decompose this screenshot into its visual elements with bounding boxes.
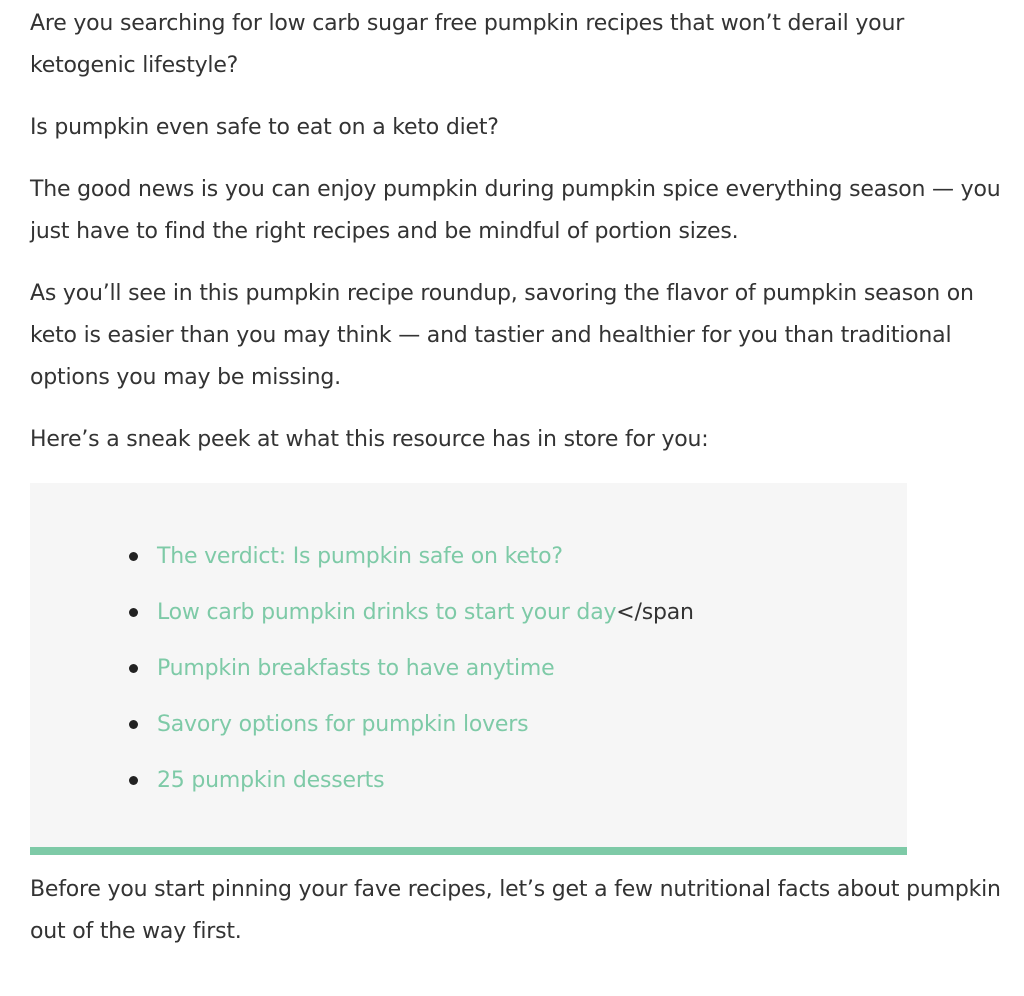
closing-paragraph: Before you start pinning your fave recipes, let’s get a few nutritional facts about pumpkin out of the way first.	[30, 877, 1001, 944]
sneak-peek-paragraph: Here’s a sneak peek at what this resource has in store for you:	[30, 427, 709, 452]
bullet-icon	[129, 552, 138, 561]
toc-item-drinks	[128, 592, 907, 648]
toc-item-breakfasts	[128, 648, 907, 704]
toc-link-drinks[interactable]: Low carb pumpkin drinks to start your day	[157, 600, 617, 625]
bullet-icon	[129, 608, 138, 617]
stray-markup-text: </span	[616, 600, 694, 625]
toc-link-breakfasts[interactable]: Pumpkin breakfasts to have anytime	[157, 656, 555, 681]
bullet-icon	[129, 664, 138, 673]
bullet-icon	[129, 776, 138, 785]
intro-paragraph: Are you searching for low carb sugar free pumpkin recipes that won’t derail your ketogenic lifestyle?	[30, 11, 905, 78]
roundup-paragraph: As you’ll see in this pumpkin recipe roundup, savoring the flavor of pumpkin season on keto is easier than you may think — and tastier and healthier for you than traditional options you may be missing.	[30, 281, 974, 390]
question-paragraph: Is pumpkin even safe to eat on a keto diet?	[30, 115, 499, 140]
toc-item-desserts	[128, 760, 907, 816]
article-body	[30, 0, 1015, 953]
toc-item-savory	[128, 704, 907, 760]
toc-link-desserts[interactable]: 25 pumpkin desserts	[157, 768, 385, 793]
toc-link-savory[interactable]: Savory options for pumpkin lovers	[157, 712, 529, 737]
toc-item-verdict	[128, 536, 907, 592]
good-news-paragraph: The good news is you can enjoy pumpkin during pumpkin spice everything season — you just have to find the right recipes and be mindful of portion sizes.	[30, 177, 1001, 244]
bullet-icon	[129, 720, 138, 729]
toc-link-verdict[interactable]: The verdict: Is pumpkin safe on keto?	[157, 544, 563, 569]
table-of-contents-list	[30, 536, 907, 816]
table-of-contents-box	[30, 483, 907, 855]
